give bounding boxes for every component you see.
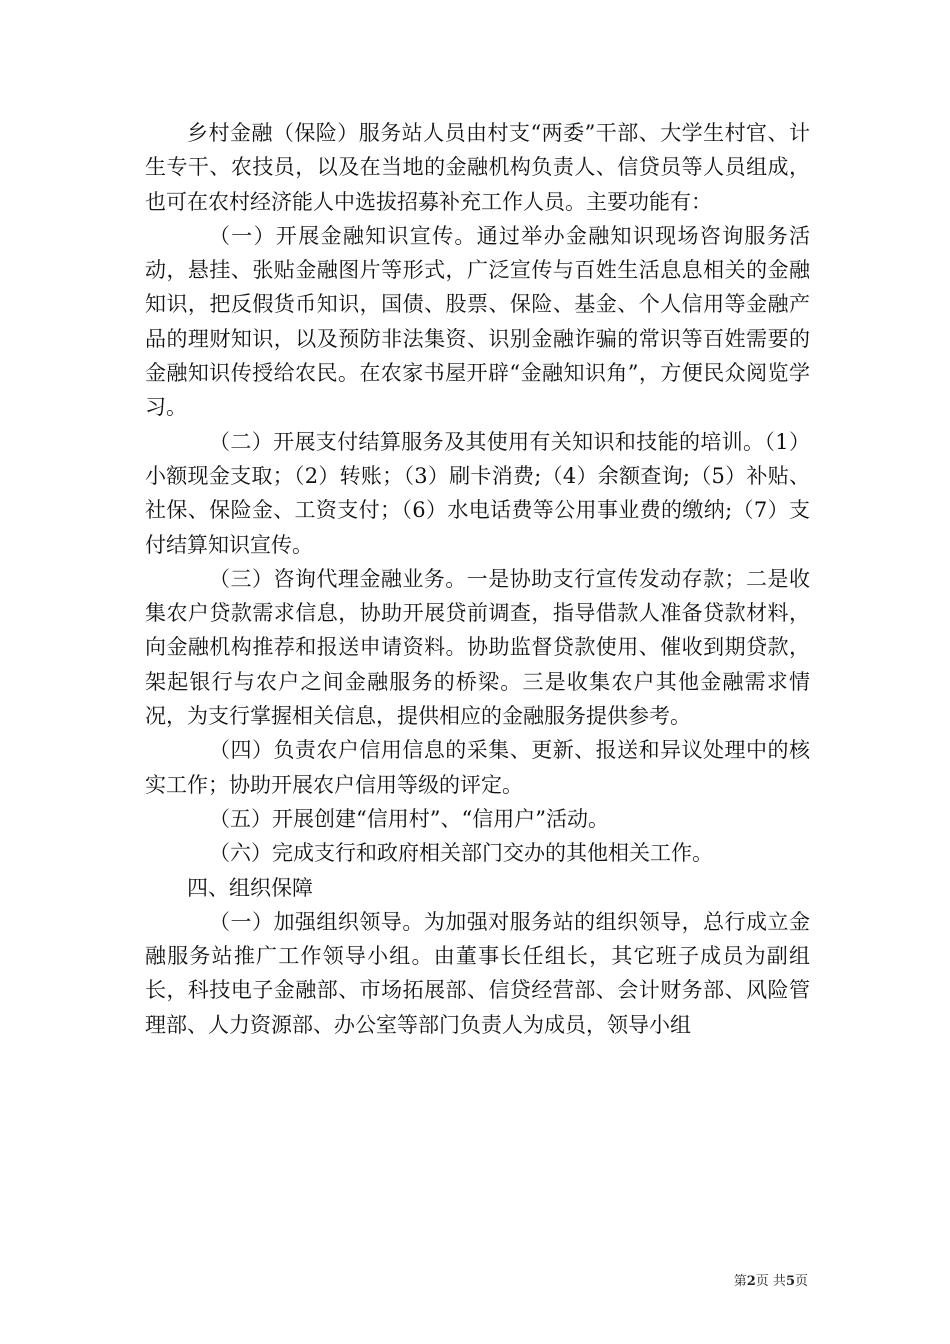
footer-current-page: 2: [746, 1274, 756, 1289]
paragraph-item-3: （三）咨询代理金融业务。一是协助支行宣传发动存款；二是收集农户贷款需求信息，协助开展贷前调查，指导借款人准备贷款材料，向金融机构推荐和报送申请资料。协助监督贷款使用、催收到期贷款，架起银行与农户之间金融服务的桥梁。三是收集农户其他金融需求情况，为支行掌握相关信息，提供相应的金融服务提供参考。: [145, 566, 810, 729]
paragraph-item-6: （六）完成支行和政府相关部门交办的其他相关工作。: [209, 841, 713, 866]
footer-total-pages: 5: [785, 1274, 795, 1289]
paragraph-intro: 乡村金融（保险）服务站人员由村支“两委”干部、大学生村官、计生专干、农技员，以及在当地的金融机构负责人、信贷员等人员组成，也可在农村经济能人中选拔招募补充工作人员。主要功能有：: [145, 121, 810, 214]
footer-prefix: 第: [733, 1274, 747, 1289]
footer-suffix: 页: [794, 1274, 808, 1289]
paragraph-organization-1: （一）加强组织领导。为加强对服务站的组织领导，总行成立金融服务站推广工作领导小组。由董事长任组长，其它班子成员为副组长，科技电子金融部、市场拓展部、信贷经营部、会计财务部、风险管理部、人力资源部、办公室等部门负责人为成员，领导小组: [145, 909, 810, 1037]
footer-middle: 页 共: [755, 1274, 786, 1289]
section-heading-organization: 四、组织保障: [187, 875, 313, 900]
page-number-footer: [734, 1273, 808, 1291]
paragraph-item-5: （五）开展创建“信用村”、“信用户”活动。: [209, 806, 609, 831]
paragraph-item-4: （四）负责农户信用信息的采集、更新、报送和异议处理中的核实工作；协助开展农户信用等级的评定。: [145, 738, 810, 797]
paragraph-item-2: （二）开展支付结算服务及其使用有关知识和技能的培训。（1）小额现金支取；（2）转账；（3）刷卡消费;（4）余额查询;（5）补贴、社保、保险金、工资支付；（6）水电话费等公用事业费的缴纳;（7）支付结算知识宣传。: [145, 429, 810, 557]
document-body: [145, 116, 810, 1042]
paragraph-item-1: （一）开展金融知识宣传。通过举办金融知识现场咨询服务活动，悬挂、张贴金融图片等形式，广泛宣传与百姓生活息息相关的金融知识，把反假货币知识，国债、股票、保险、基金、个人信用等金融产品的理财知识，以及预防非法集资、识别金融诈骗的常识等百姓需要的金融知识传授给农民。在农家书屋开辟“金融知识角”，方便民众阅览学习。: [145, 223, 810, 420]
